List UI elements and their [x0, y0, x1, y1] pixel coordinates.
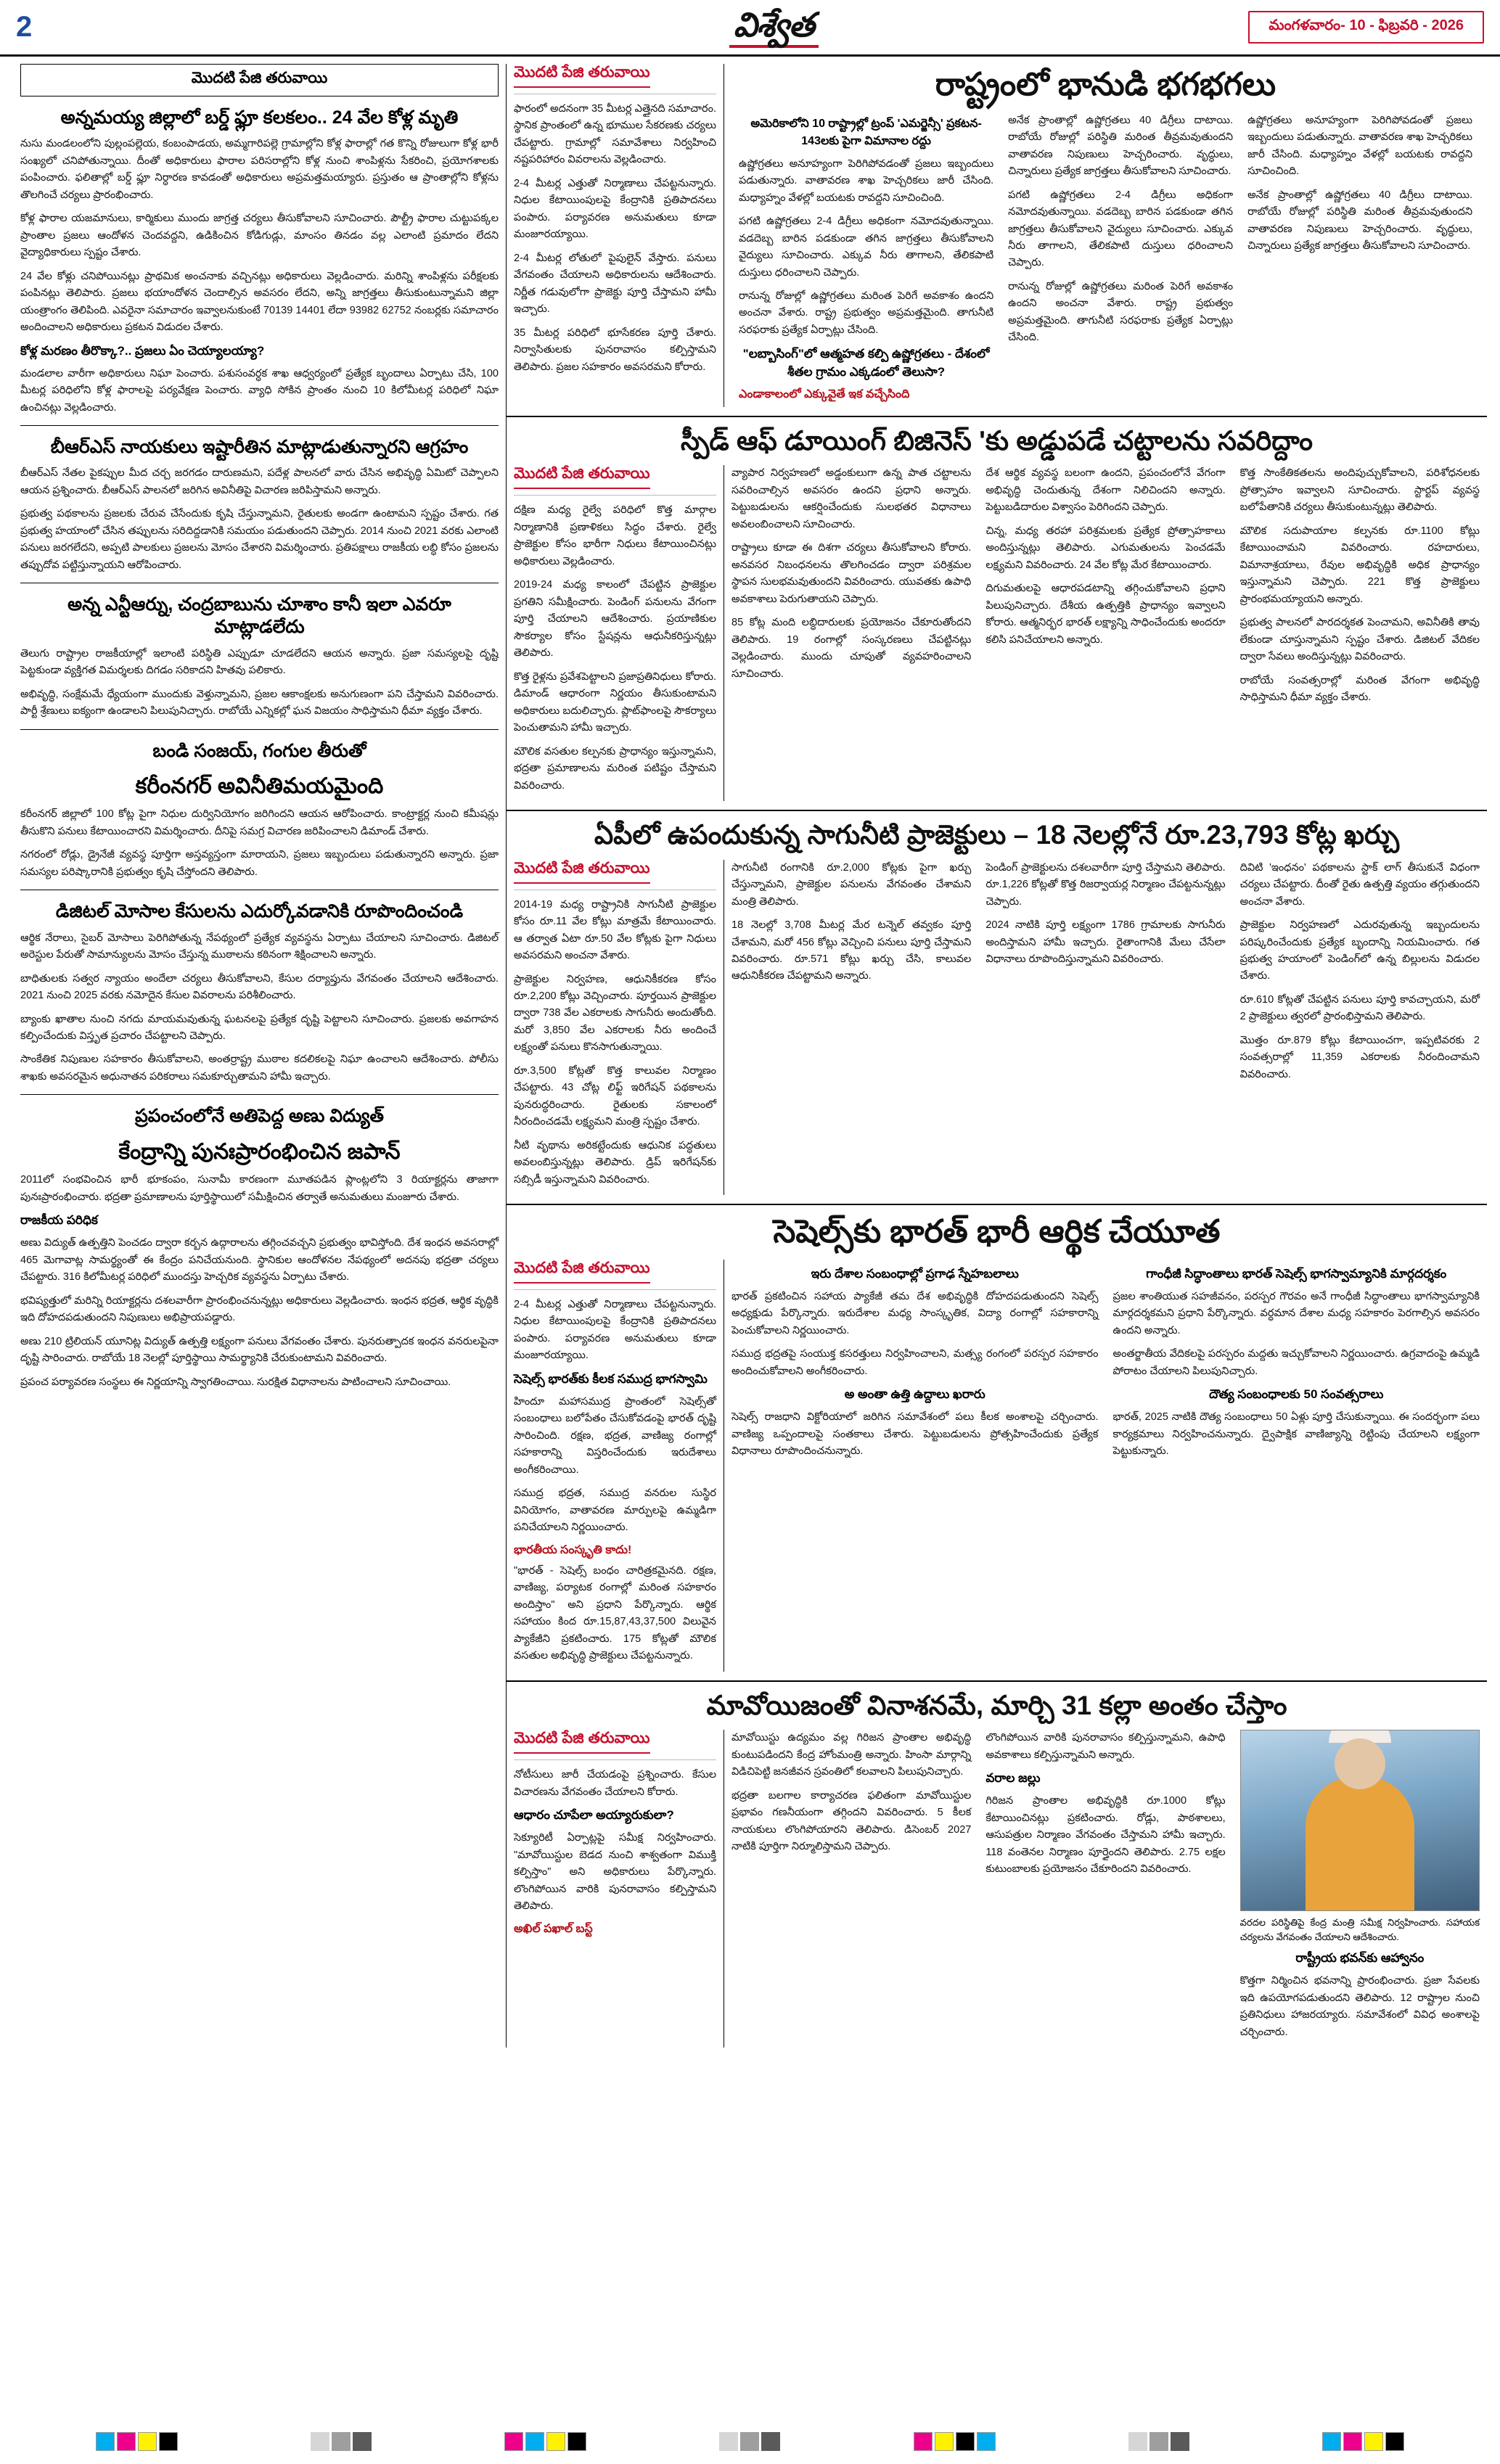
- story-paragraph: గిరిజన ప్రాంతాల అభివృద్ధికి రూ.1000 కోట్లు కేటాయించినట్లు ప్రకటించారు. రోడ్లు, పాఠశాలలు, ఆసుపత్రుల నిర్మాణం వేగవంతం చేస్తామని హామీ ఇచ్చారు. 118 వంతెనల నిర్మాణం పూర్తైందని తెలిపారు. 2.75 లక్షల కుటుంబాలకు ప్రయోజనం చేకూరిందని వివరించారు.: [985, 1795, 1226, 1876]
- gray-dark: [761, 2432, 780, 2451]
- story-paragraph: 2019-24 మధ్య కాలంలో చేపట్టిన ప్రాజెక్టుల ప్రగతిని సమీక్షించారు. పెండింగ్ పనులను వేగంగా పూర్తి చేయాలని ఆదేశించారు. ప్రయాణికుల సౌకర్యాల కోసం స్టేషన్లను ఆధునీకరిస్తున్నట్లు తెలిపారు.: [514, 579, 716, 660]
- business-story: [507, 426, 1487, 801]
- story-paragraph: మౌలిక సదుపాయాల కల్పనకు రూ.1100 కోట్లు కేటాయించామని వివరించారు. రహదారులు, విమానాశ్రయాలు, రేవుల అభివృద్ధికి అధిక ప్రాధాన్యం ఇస్తున్నామని చెప్పారు. 221 కొత్త ప్రాజెక్టులు ప్రారంభమయ్యాయని అన్నారు.: [1239, 525, 1480, 605]
- swatch-group: [1322, 2432, 1404, 2451]
- story-paragraph: భారత్ ప్రకటించిన సహాయ ప్యాకేజీ తమ దేశ అభివృద్ధికి దోహదపడుతుందని సెషెల్స్ అధ్యక్షుడు పేర్కొన్నారు. ఇరుదేశాల మధ్య సాంస్కృతిక, విద్యా రంగాల్లో సహకారాన్ని పెంచుకోవాలని నిర్ణయించారు.: [731, 1290, 1099, 1336]
- story-subhead: అ అంతా ఉత్తి ఉద్దాలు ఖరారు: [844, 1387, 985, 1402]
- story-paragraph: ప్రజల శాంతియుత సహజీవనం, పరస్పర గౌరవం అనే గాంధీజీ సిద్ధాంతాలు భాగస్వామ్యానికి మార్గదర్శకమని ప్రధాని పేర్కొన్నారు. వర్ధమాన దేశాల మధ్య సహకారం పెరగాల్సిన అవసరం ఉందని అన్నారు.: [1112, 1290, 1480, 1336]
- page-number: 2: [16, 11, 33, 43]
- story-paragraph: బీఆర్ఎస్ నేతల పైకప్పుల మీద చర్చ జరగడం దారుణమని, పదేళ్ల పాలనలో వారు చేసిన అభివృద్ధి ఏమిటో చెప్పాలని ఆయన ప్రశ్నించారు. బీఆర్ఎస్ పాలనలో జరిగిన అవినీతిపై విచారణ జరిపిస్తామని అన్నారు.: [20, 467, 499, 496]
- story-paragraph: భద్రతా బలగాల కార్యాచరణ ఫలితంగా మావోయిస్టుల ప్రభావం గణనీయంగా తగ్గిందని వివరించారు. 5 కీలక నాయకులు లొంగిపోయారని తెలిపారు. డిసెంబర్ 2027 నాటికి పూర్తిగా నిర్మూలిస్తామని చెప్పారు.: [731, 1789, 972, 1853]
- continued-label: మొదటి పేజి తరువాయి: [514, 1260, 650, 1284]
- columns-right: [507, 64, 1487, 2048]
- story-subhead: రాజకీయ పరిధిక: [20, 1213, 98, 1228]
- headline-irrigation: ఏపీలో ఉపందుకున్న సాగునీటి ప్రాజెక్టులు – 18 నెలల్లోనే రూ.23,793 కోట్ల ఖర్చు: [594, 820, 1400, 850]
- story-paragraph: "భారత్ - సెషెల్స్ బంధం చారిత్రకమైనది. రక్షణ, వాణిజ్య, పర్యాటక రంగాల్లో మరింత సహకారం అందిస్తాం" అని ప్రధాని పేర్కొన్నారు. ఆర్థిక సహాయం కింద రూ.15,87,43,37,500 విలువైన ప్యాకేజీని ప్రకటించారు. 175 కోట్లతో మౌలిక వసతుల అభివృద్ధి ప్రాజెక్టులు చేపట్టనున్నారు.: [514, 1564, 716, 1662]
- story-headline-digital-fraud: డిజిటల్ మోసాల కేసులను ఎదుర్కోవడానికి రూపొందించండి: [55, 901, 464, 922]
- story-paragraph: బ్యాంకు ఖాతాల నుంచి నగదు మాయమవుతున్న ఘటనలపై ప్రత్యేక దృష్టి పెట్టాలని సూచించారు. ప్రజలకు అవగాహన కల్పించేందుకు విస్తృత ప్రచారం చేపట్టాలని చెప్పారు.: [20, 1013, 499, 1042]
- story-paragraph: నీటి వృథాను అరికట్టేందుకు ఆధునిక పద్ధతులు అవలంబిస్తున్నట్లు తెలిపారు. డ్రిప్ ఇరిగేషన్‌కు సబ్సిడీ ఇస్తున్నామని వివరించారు.: [514, 1139, 716, 1186]
- swatch-yellow: [546, 2432, 565, 2451]
- story-paragraph: నగరంలో రోడ్లు, డ్రైనేజీ వ్యవస్థ పూర్తిగా అస్తవ్యస్తంగా మారాయని, ప్రజలు ఇబ్బందులు పడుతున్నారని అన్నారు. ప్రజా సమస్యల పరిష్కారానికి ప్రభుత్వం కృషి చేస్తోందని తెలిపారు.: [20, 849, 499, 878]
- story-paragraph: పగటి ఉష్ణోగ్రతలు 2-4 డిగ్రీలు అధికంగా నమోదవుతున్నాయి. వడదెబ్బ బారిన పడకుండా తగిన జాగ్రత్తలు తీసుకోవాలని వైద్యులు సూచించారు. ఎక్కువ నీరు తాగాలని, తేలికపాటి దుస్తులు ధరించాలని చెప్పారు.: [1008, 189, 1234, 269]
- story-paragraph: నోటీసులు జారీ చేయడంపై ప్రశ్నించారు. కేసుల విచారణను వేగవంతం చేయాలని కోరారు.: [514, 1769, 716, 1798]
- story-paragraph: ప్రభుత్వ పాలనలో పారదర్శకత పెంచామని, అవినీతికి తావు లేకుండా చూస్తున్నామని స్పష్టం చేశారు. డిజిటల్ వేదికల ద్వారా సేవలు అందిస్తున్నట్లు వివరించారు.: [1239, 617, 1480, 663]
- column-two-continued-2: [507, 860, 724, 1196]
- pull-quote: "లబ్బాసింగ్"లో ఆత్మహత కల్పి ఉష్ణోగ్రతలు - దేశంలో శీతల గ్రామం ఎక్కడంలో తెలుసా?: [742, 347, 990, 379]
- story-subhead: ఇరు దేశాల సంబంధాల్లో ప్రగాఢ స్నేహబలాలు: [811, 1266, 1019, 1281]
- top-row: [507, 64, 1487, 407]
- photo-caption: వరదల పరిస్థితిపై కేంద్ర మంత్రి సమీక్ష నిర్వహించారు. సహాయక చర్యలను వేగవంతం చేయాలని ఆదేశించారు.: [1239, 1917, 1480, 1942]
- gray-group: [1128, 2432, 1189, 2451]
- continued-label: మొదటి పేజి తరువాయి: [514, 1730, 650, 1754]
- story-headline-karimnagar: కరీంనగర్ అవినీతిమయమైంది: [135, 773, 384, 798]
- headline-heatwave: రాష్ట్రంలో భానుడి భగభగలు: [935, 67, 1276, 102]
- weather-story: [724, 64, 1487, 407]
- gray-dark: [353, 2432, 372, 2451]
- story-paragraph: ఉష్ణోగ్రతలు అనూహ్యంగా పెరిగిపోవడంతో ప్రజలు ఇబ్బందులు పడుతున్నారు. వాతావరణ శాఖ హెచ్చరికలు జారీ చేసింది. మధ్యాహ్నం వేళల్లో బయటకు రావద్దని సూచించింది.: [739, 157, 994, 204]
- story-subhead: రాష్ట్రీయ భవన్‌కు ఆహ్వానం: [1295, 1951, 1425, 1966]
- story-paragraph: అభివృద్ధి, సంక్షేమమే ధ్యేయంగా ముందుకు వెళ్తున్నామని, ప్రజల ఆకాంక్షలకు అనుగుణంగా పని చేస్తామని వివరించారు. పార్టీ శ్రేణులు ఐక్యంగా ఉండాలని పిలుపునిచ్చారు. రాబోయే ఎన్నికల్లో ఘన విజయం సాధిస్తామని ధీమా వ్యక్తం చేశారు.: [20, 688, 499, 718]
- story-paragraph: చిన్న, మధ్య తరహా పరిశ్రమలకు ప్రత్యేక ప్రోత్సాహకాలు అందిస్తున్నట్లు తెలిపారు. ఎగుమతులను పెంచడమే లక్ష్యమని వివరించారు. 24 వేల కోట్ల మేర కేటాయించారు.: [985, 525, 1226, 571]
- story-paragraph: భవిష్యత్తులో మరిన్ని రియాక్టర్లను దశలవారీగా ప్రారంభించనున్నట్లు అధికారులు వెల్లడించారు. ఇంధన భద్రత, ఆర్థిక వృద్ధికి ఇది దోహదపడుతుందని నిపుణులు అభిప్రాయపడ్డారు.: [20, 1294, 499, 1324]
- story-subhead: ఆధారం చూపేలా అయ్యారుకులా?: [514, 1808, 674, 1823]
- story-paragraph: ఫారంలో అదనంగా 35 మీటర్ల ఎత్తైనది సమాచారం. స్థానిక ప్రాంతంలో ఉన్న భూముల సేకరణకు చర్యలు చేపట్టారు. గ్రామాల్లో సమావేశాలు నిర్వహించి నష్టపరిహారం వివరాలను వెల్లడించారు.: [514, 103, 716, 166]
- story-headline-brs: బీఆర్ఎస్ నాయకులు ఇష్టారీతిన మాట్లాడుతున్నారని ఆగ్రహం: [50, 437, 469, 458]
- story-paragraph: రాష్ట్రాలు కూడా ఈ దిశగా చర్యలు తీసుకోవాలని కోరారు. అనవసర నిబంధనలను తొలగించడం ద్వారా పరిశ్రమల స్థాపన సులభమవుతుందని వివరించారు. యువతకు ఉపాధి అవకాశాలు పెరుగుతాయని చెప్పారు.: [731, 542, 972, 605]
- story-subhead: సెషెల్స్ భారత్‌కు కీలక సముద్ర భాగస్వామి: [514, 1371, 708, 1386]
- story-paragraph: 24 వేల కోళ్లు చనిపోయినట్లు ప్రాథమిక అంచనాకు వచ్చినట్లు అధికారులు వెల్లడించారు. మరిన్ని శాంపిళ్లను పరీక్షలకు పంపినట్లు తెలిపారు. ప్రజలు భయాందోళన చెందాల్సిన అవసరం లేదని, అన్ని జాగ్రత్తలు తీసుకుంటున్నామని జిల్లా యంత్రాంగం తెలిపింది. ఎవరైనా సమాచారం ఇవ్వాలనుకుంటే 70139 14401 లేదా 93982 62752 నంబర్లకు సమాచారం అందించాలని అధికారులు ప్రకటన విడుదల చేశారు.: [20, 270, 499, 334]
- story-paragraph: రానున్న రోజుల్లో ఉష్ణోగ్రతలు మరింత పెరిగే అవకాశం ఉందని అంచనా వేశారు. రాష్ట్ర ప్రభుత్వం అప్రమత్తమైంది. తాగునీటి సరఫరాకు ప్రత్యేక ఏర్పాట్లు చేసింది.: [1008, 280, 1234, 344]
- story-headline-birdflu: అన్నమయ్య జిల్లాలో బర్డ్ ఫ్లూ కలకలం.. 24 వేల కోళ్ల మృతి: [60, 107, 459, 128]
- story-paragraph: కొత్త సాంకేతికతలను అందిపుచ్చుకోవాలని, పరిశోధనలకు ప్రోత్సాహం ఇవ్వాలని సూచించారు. స్టార్టప్ వ్యవస్థ బలోపేతానికి చర్యలు తీసుకుంటున్నట్లు తెలిపారు.: [1239, 467, 1480, 514]
- logo: [729, 7, 819, 48]
- story-paragraph: 18 నెలల్లో 3,708 మీటర్ల మేర టన్నెల్ తవ్వకం పూర్తి చేశామని, మరో 456 కోట్లు వెచ్చించి పనులు పూర్తి చేస్తామని వివరించారు. రూ.571 కోట్లు ఖర్చు చేసి, కాలువల ఆధునికీకరణ చేపట్టామని అన్నారు.: [731, 919, 972, 982]
- story-paragraph: సాగునీటి రంగానికి రూ.2,000 కోట్లకు పైగా ఖర్చు చేస్తున్నామని, ప్రాజెక్టుల పనులను వేగవంతం చేశామని మంత్రి తెలిపారు.: [731, 861, 972, 908]
- page-content: [0, 57, 1500, 2048]
- story-paragraph: ప్రపంచ పర్యావరణ సంస్థలు ఈ నిర్ణయాన్ని స్వాగతించాయి. సురక్షిత విధానాలను పాటించాలని సూచించాయి.: [20, 1376, 451, 1388]
- continued-label: మొదటి పేజి తరువాయి: [514, 64, 650, 88]
- gray-dark: [1171, 2432, 1189, 2451]
- swatch-magenta: [914, 2432, 933, 2451]
- story-subhead-red: భారతీయ సంస్కృతి కాదు!: [514, 1543, 632, 1556]
- story-paragraph: మండలాల వారీగా అధికారులు నిఘా పెంచారు. పశుసంవర్ధక శాఖ ఆధ్వర్యంలో ప్రత్యేక బృందాలు ఏర్పాటు చేసి, 100 మీటర్ల పరిధిలోని కోళ్ల ఫారాలపై పర్యవేక్షణ పెంచారు. వ్యాధి సోకిన ప్రాంతం నుంచి 10 కిలోమీటర్ల పరిధిలో నిఘా ఉంచినట్లు వెల్లడించారు.: [20, 367, 499, 414]
- pull-quote-sub: ఎండాకాలంలో ఎక్కువైతే ఇక వచ్చేసింది: [739, 387, 910, 401]
- gray-group: [311, 2432, 372, 2451]
- swatch-black: [1385, 2432, 1404, 2451]
- swatch-magenta: [117, 2432, 136, 2451]
- story-paragraph: ప్రభుత్వ పథకాలను ప్రజలకు చేరువ చేసేందుకు కృషి చేస్తున్నామని, రైతులకు అండగా ఉంటామని స్పష్టం చేశారు. గత ప్రభుత్వ హయాంలో చేసిన తప్పులను సరిదిద్దడానికి సమయం పడుతుందని చెప్పారు. 2014 నుంచి 2021 వరకు ఎలాంటి పనులు జరగలేదని, అప్పటి పాలకులు ప్రజలను మోసం చేశారని విమర్శించారు. ప్రతిపక్షాలు రాజకీయ లబ్ధి కోసం ప్రజలను తప్పుదోవ పట్టిస్తున్నాయని ఆరోపించారు.: [20, 508, 499, 571]
- story-paragraph: అణు 210 ట్రిలియన్ యూనిట్ల విద్యుత్ ఉత్పత్తి లక్ష్యంగా పనులు వేగవంతం చేశారు. పునరుత్పాదక ఇంధన వనరులపైనా దృష్టి సారించారు. రాబోయే 18 నెలల్లో పూర్తిస్థాయి సామర్థ్యానికి చేరుకుంటామని వివరించారు.: [20, 1335, 499, 1365]
- swatch-black: [567, 2432, 586, 2451]
- color-registration-bars: [0, 2432, 1500, 2451]
- story-paragraph: రానున్న రోజుల్లో ఉష్ణోగ్రతలు మరింత పెరిగే అవకాశం ఉందని అంచనా వేశారు. రాష్ట్ర ప్రభుత్వం అప్రమత్తమైంది. తాగునీటి సరఫరాకు ప్రత్యేక ఏర్పాట్లు చేసింది.: [739, 289, 994, 336]
- gray-mid: [740, 2432, 759, 2451]
- story-paragraph: సెక్యూరిటీ ఏర్పాట్లపై సమీక్ష నిర్వహించారు. "మావోయిస్టుల బెడద నుంచి శాశ్వతంగా విముక్తి కల్పిస్తాం" అని అధికారులు పేర్కొన్నారు. లొంగిపోయిన వారికి పునరావాసం కల్పిస్తామని తెలిపారు.: [514, 1832, 716, 1913]
- story-paragraph: లొంగిపోయిన వారికి పునరావాసం కల్పిస్తున్నామని, ఉపాధి అవకాశాలు కల్పిస్తున్నామని అన్నారు.: [985, 1732, 1226, 1761]
- story-paragraph: ఆర్థిక నేరాలు, సైబర్ మోసాలు పెరిగిపోతున్న నేపథ్యంలో ప్రత్యేక వ్యవస్థను ఏర్పాటు చేయాలని సూచించారు. డిజిటల్ అరెస్టుల పేరుతో సామాన్యులను మోసం చేస్తున్న ముఠాలను కఠినంగా శిక్షించాలని అన్నారు.: [20, 932, 499, 961]
- swatch-yellow: [1364, 2432, 1383, 2451]
- story-paragraph: కరీంనగర్ జిల్లాలో 100 కోట్ల పైగా నిధుల దుర్వినియోగం జరిగిందని ఆయన ఆరోపించారు. కాంట్రాక్టర్ల నుంచి కమీషన్లు తీసుకొని పనులు కేటాయించారని విమర్శించారు. దీనిపై సమగ్ర విచారణ జరిపించాలని డిమాండ్ చేశారు.: [20, 808, 499, 837]
- gray-light: [719, 2432, 738, 2451]
- issue-date: మంగళవారం- 10 - ఫిబ్రవరి - 2026: [1248, 11, 1484, 44]
- column-two-top: [507, 64, 724, 407]
- continued-box: [20, 64, 499, 96]
- masthead: [0, 0, 1500, 57]
- story-kicker-japan: ప్రపంచంలోనే అతిపెద్ద అణు విద్యుత్: [135, 1106, 384, 1127]
- irrigation-story: [507, 820, 1487, 1195]
- swatch-cyan: [96, 2432, 115, 2451]
- column-one: [13, 64, 507, 2048]
- story-paragraph: 2014-19 మధ్య రాష్ట్రానికి సాగునీటి ప్రాజెక్టుల కోసం రూ.11 వేల కోట్లు మాత్రమే కేటాయించారు. ఆ తర్వాత ఏటా రూ.50 వేల కోట్లకు పైగా నిధులు అవసరమని అంచనా వేశారు.: [514, 898, 716, 962]
- headline-heatwave-sub: అమెరికాలోని 10 రాష్ట్రాల్లో ట్రంప్ 'ఎమర్జెన్సీ' ప్రకటన- 143లకు పైగా విమానాల రద్దు: [750, 117, 982, 147]
- story-paragraph: వ్యాపార నిర్వహణలో అడ్డంకులుగా ఉన్న పాత చట్టాలను సవరించాల్సిన అవసరం ఉందని ప్రధాని అన్నారు. పెట్టుబడులను ఆకర్షించేందుకు సులభతర విధానాలు అవలంబించాలని సూచించారు.: [731, 467, 972, 530]
- story-paragraph: నుసు మండలంలోని పుల్లంపల్లెయ, కంబంపాడయ, అమ్మగారిపల్లె గ్రామాల్లోని కోళ్ల ఫారాల్లో గత కొన్ని రోజులుగా కోళ్ల భారీ సంఖ్యలో చనిపోతున్నాయి. దీంతో అధికారులు ఫారాల పరిసరాల్లోని కోళ్ల నుంచి శాంపిళ్లను సేకరించి, ప్రయోగశాలకు పంపించారు. ఫలితాల్లో బర్డ్ ఫ్లూ నిర్ధారణ కావడంతో అధికారులు అప్రమత్తమయ్యారు. ప్రస్తుతం ఆ ప్రాంతాల్లోని కోళ్లను తొలగించే చర్యలు ప్రారంభించారు.: [20, 138, 499, 201]
- story-paragraph: రూ.3,500 కోట్లతో కొత్త కాలువల నిర్మాణం చేపట్టారు. 43 చోట్ల లిఫ్ట్ ఇరిగేషన్ పథకాలను పునరుద్ధరించారు. రైతులకు సకాలంలో నీరందించడమే లక్ష్యమని మంత్రి స్పష్టం చేశారు.: [514, 1064, 716, 1128]
- byline: అఖిల్ పఖాల్ బస్ట్: [514, 1922, 593, 1935]
- continued-label: మొదటి పేజి తరువాయి: [514, 860, 650, 884]
- headline-business: స్పీడ్ ఆఫ్ డూయింగ్ బిజినెస్ 'కు అడ్డుపడే చట్టాలను సవరిద్దాం: [680, 425, 1313, 456]
- story-paragraph: అనేక ప్రాంతాల్లో ఉష్ణోగ్రతలు 40 డిగ్రీలు దాటాయి. రాబోయే రోజుల్లో పరిస్థితి మరింత తీవ్రమవుతుందని వాతావరణ నిపుణులు హెచ్చరించారు. వృద్ధులు, చిన్నారులు ప్రత్యేక జాగ్రత్తలు తీసుకోవాలని సూచించారు.: [1008, 114, 1234, 178]
- story-subhead: గాంధీజీ సిద్ధాంతాలు భారత్ సెషెల్స్ భాగస్వామ్యానికి మార్గదర్శకం: [1146, 1266, 1447, 1281]
- story-paragraph: మావోయిస్టు ఉద్యమం వల్ల గిరిజన ప్రాంతాల అభివృద్ధి కుంటుపడిందని కేంద్ర హోంమంత్రి అన్నారు. హింసా మార్గాన్ని విడిచిపెట్టి జనజీవన స్రవంతిలో కలవాలని పిలుపునిచ్చారు.: [731, 1732, 972, 1778]
- story-headline-japan: కేంద్రాన్ని పునఃప్రారంభించిన జపాన్: [118, 1139, 401, 1164]
- story-paragraph: దక్షిణ మధ్య రైల్వే పరిధిలో కొత్త మార్గాల నిర్మాణానికి ప్రణాళికలు సిద్ధం చేశారు. రైల్వే ప్రాజెక్టుల కోసం భారీగా నిధులు కేటాయించినట్లు అధికారులు వెల్లడించారు.: [514, 504, 716, 567]
- continued-label: మొదటి పేజి తరువాయి: [514, 465, 650, 489]
- story-paragraph: దివిటి 'ఇంధనం' పథకాలను స్టాక్ లాగ్ తీసుకునే విధంగా చర్యలు చేపట్టారు. దీంతో రైతు ఉత్పత్తి వ్యయం తగ్గుతుందని అంచనా వేశారు.: [1239, 861, 1480, 908]
- story-paragraph: కోళ్ల ఫారాల యజమానులు, కార్మికులు ముందు జాగ్రత్త చర్యలు తీసుకోవాలని సూచించారు. పౌల్ట్రీ ఫారాల చుట్టుపక్కల ప్రాంతాల ప్రజలు ఆందోళన చెందవద్దని, ఉడికించిన కోడిగుడ్లు, మాంసం తినడం వల్ల ఎలాంటి ప్రమాదం లేదని వైద్యాధికారులు స్పష్టం చేశారు.: [20, 213, 499, 259]
- column-two-continued-4: [507, 1730, 724, 2048]
- swatch-cyan: [525, 2432, 544, 2451]
- story-paragraph: 2-4 మీటర్ల లోతులో పైపులైన్ వేస్తారు. పనులు వేగవంతం చేయాలని అధికారులను ఆదేశించారు. నిర్ణీత గడువులోగా ప్రాజెక్టు పూర్తి చేస్తామని హామీ ఇచ్చారు.: [514, 252, 716, 316]
- continued-label: మొదటి పేజి తరువాయి: [191, 70, 328, 86]
- story-paragraph: రాబోయే సంవత్సరాల్లో మరింత వేగంగా అభివృద్ధి సాధిస్తామని ధీమా వ్యక్తం చేశారు.: [1239, 674, 1480, 704]
- seychelles-story: [507, 1214, 1487, 1671]
- story-paragraph: మొత్తం రూ.879 కోట్లు కేటాయించగా, ఇప్పటివరకు 2 సంవత్సరాల్లో 11,359 ఎకరాలకు నీరందించామని వివరించారు.: [1239, 1034, 1480, 1080]
- photo-subject: [1306, 1776, 1414, 1910]
- swatch-group: [914, 2432, 996, 2451]
- story-paragraph: తెలుగు రాష్ట్రాల రాజకీయాల్లో ఇలాంటి పరిస్థితి ఎప్పుడూ చూడలేదని ఆయన అన్నారు. ప్రజా సమస్యలపై దృష్టి పెట్టకుండా వ్యక్తిగత విమర్శలకు దిగడం సరికాదని హితవు పలికారు.: [20, 647, 499, 677]
- headline-maoism: మావోయిజంతో వినాశనమే, మార్చి 31 కల్లా అంతం చేస్తాం: [706, 1690, 1287, 1720]
- swatch-group: [504, 2432, 586, 2451]
- story-paragraph: దిగుమతులపై ఆధారపడటాన్ని తగ్గించుకోవాలని ప్రధాని పిలుపునిచ్చారు. దేశీయ ఉత్పత్తికి ప్రాధాన్యం ఇవ్వాలని కోరారు. ఆత్మనిర్భర భారత్ లక్ష్యాన్ని సాధించేందుకు అందరూ కలిసి పనిచేయాలని అన్నారు.: [985, 583, 1226, 646]
- logo-text: విశ్వేత: [729, 7, 819, 48]
- story-paragraph: 2024 నాటికి పూర్తి లక్ష్యంగా 1786 గ్రామాలకు సాగునీరు అందిస్తామని హామీ ఇచ్చారు. రైతాంగానికి మేలు చేసేలా విధానాలు రూపొందిస్తున్నామని వివరించారు.: [985, 919, 1226, 965]
- gray-light: [311, 2432, 329, 2451]
- swatch-yellow: [138, 2432, 157, 2451]
- story-paragraph: 35 మీటర్ల పరిధిలో భూసేకరణ పూర్తి చేశారు. నిర్వాసితులకు పునరావాసం కల్పిస్తామని తెలిపారు. ప్రజల సహకారం అవసరమని కోరారు.: [514, 327, 716, 373]
- swatch-black: [956, 2432, 975, 2451]
- story-paragraph: అణు విద్యుత్ ఉత్పత్తిని పెంచడం ద్వారా కర్బన ఉద్గారాలను తగ్గించవచ్చని ప్రభుత్వం భావిస్తోంది. దేశ ఇంధన అవసరాల్లో 465 మెగావాట్ల సామర్థ్యంతో ఈ కేంద్రం పనిచేయనుంది. స్థానికుల ఆందోళనల నేపథ్యంలో అదనపు భద్రతా చర్యలు చేపట్టారు. 316 కిలోమీటర్ల పరిధిలో ముందస్తు హెచ్చరిక వ్యవస్థను ఏర్పాటు చేశారు.: [20, 1237, 499, 1284]
- swatch-group: [96, 2432, 178, 2451]
- story-paragraph: బాధితులకు సత్వర న్యాయం అందేలా చర్యలు తీసుకోవాలని, కేసుల దర్యాప్తును వేగవంతం చేయాలని ఆదేశించారు. 2021 నుంచి 2025 వరకు నమోదైన కేసుల వివరాలను పరిశీలించారు.: [20, 972, 499, 1002]
- news-photo: [1240, 1730, 1480, 1911]
- story-paragraph: ఉష్ణోగ్రతలు అనూహ్యంగా పెరిగిపోవడంతో ప్రజలు ఇబ్బందులు పడుతున్నారు. వాతావరణ శాఖ హెచ్చరికలు జారీ చేసింది. మధ్యాహ్నం వేళల్లో బయటకు రావద్దని సూచించింది.: [1247, 114, 1472, 178]
- story-paragraph: కొత్తగా నిర్మించిన భవనాన్ని ప్రారంభించారు. ప్రజా సేవలకు ఇది ఉపయోగపడుతుందని తెలిపారు. 12 రాష్ట్రాల నుంచి ప్రతినిధులు హాజరయ్యారు. సమావేశంలో వివిధ అంశాలపై చర్చించారు.: [1239, 1975, 1480, 2038]
- story-paragraph: అనేక ప్రాంతాల్లో ఉష్ణోగ్రతలు 40 డిగ్రీలు దాటాయి. రాబోయే రోజుల్లో పరిస్థితి మరింత తీవ్రమవుతుందని వాతావరణ నిపుణులు హెచ్చరించారు. వృద్ధులు, చిన్నారులు ప్రత్యేక జాగ్రత్తలు తీసుకోవాలని సూచించారు.: [1247, 189, 1472, 252]
- story-paragraph: సెషెల్స్ రాజధాని విక్టోరియాలో జరిగిన సమావేశంలో పలు కీలక అంశాలపై చర్చించారు. వాణిజ్య ఒప్పందాలపై సంతకాలు చేశారు. పెట్టుబడులను ప్రోత్సహించేందుకు ప్రత్యేక విధానాలు రూపొందించనున్నారు.: [731, 1411, 1099, 1458]
- maoism-story: [507, 1691, 1487, 2048]
- story-paragraph: 85 కోట్ల మంది లబ్ధిదారులకు ప్రయోజనం చేకూరుతోందని తెలిపారు. 19 రంగాల్లో సంస్కరణలు చేపట్టినట్లు వెల్లడించారు. ముందు చూపుతో వ్యవహరించాలని సూచించారు.: [731, 617, 972, 680]
- story-paragraph: 2-4 మీటర్ల ఎత్తుతో నిర్మాణాలు చేపట్టనున్నారు. నిధుల కేటాయింపులపై కేంద్రానికి ప్రతిపాదనలు పంపారు. పర్యావరణ అనుమతులు కూడా మంజూరయ్యాయి.: [514, 177, 716, 241]
- gray-mid: [332, 2432, 351, 2451]
- story-paragraph: ప్రాజెక్టుల నిర్వహణ, ఆధునికీకరణ కోసం రూ.2,200 కోట్లు వెచ్చించారు. పూర్తయిన ప్రాజెక్టుల ద్వారా 738 వేల ఎకరాలకు సాగునీరు అందుతోంది. మరో 3,850 వేల ఎకరాలకు నీరు అందించే లక్ష్యంతో పనులు కొనసాగుతున్నాయి.: [514, 973, 716, 1054]
- column-two-continued-3: [507, 1260, 724, 1672]
- story-headline-ntr: అన్న ఎన్టీఆర్ను, చంద్రబాబును చూశాం కానీ ఇలా ఎవరూ మాట్లాడలేదు: [67, 594, 451, 638]
- story-paragraph: 2011లో సంభవించిన భారీ భూకంపం, సునామీ కారణంగా మూతపడిన ప్లాంట్లలోని 3 రియాక్టర్లను తాజాగా పునఃప్రారంభించారు. భద్రతా ప్రమాణాలను పూర్తిస్థాయిలో సమీక్షించిన తర్వాతే అనుమతులు మంజూరు చేశారు.: [20, 1174, 499, 1203]
- swatch-magenta: [1343, 2432, 1362, 2451]
- story-kicker-karimnagar: బండి సంజయ్, గంగుల తీరుతో: [152, 740, 366, 761]
- story-subhead: దౌత్య సంబంధాలకు 50 సంవత్సరాలు: [1209, 1387, 1384, 1402]
- story-subhead: వరాల జల్లు: [985, 1771, 1041, 1786]
- swatch-yellow: [935, 2432, 954, 2451]
- swatch-cyan: [1322, 2432, 1341, 2451]
- story-paragraph: రూ.610 కోట్లతో చేపట్టిన పనులు పూర్తి కావచ్చాయని, మరో 2 ప్రాజెక్టులు త్వరలో ప్రారంభిస్తామని తెలిపారు.: [1239, 993, 1480, 1023]
- column-two-continued: [507, 465, 724, 801]
- story-paragraph: 2-4 మీటర్ల ఎత్తుతో నిర్మాణాలు చేపట్టనున్నారు. నిధుల కేటాయింపులపై కేంద్రానికి ప్రతిపాదనలు పంపారు. పర్యావరణ అనుమతులు కూడా మంజూరయ్యాయి.: [514, 1298, 716, 1362]
- story-paragraph: మౌలిక వసతుల కల్పనకు ప్రాధాన్యం ఇస్తున్నామని, భద్రతా ప్రమాణాలను మరింత పటిష్టం చేస్తామని వివరించారు.: [514, 745, 716, 792]
- gray-group: [719, 2432, 780, 2451]
- story-paragraph: కొత్త రైళ్లను ప్రవేశపెట్టాలని ప్రజాప్రతినిధులు కోరారు. డిమాండ్ ఆధారంగా నిర్ణయం తీసుకుంటామని అధికారులు బదులిచ్చారు. ప్లాట్‌ఫాంలపై సౌకర్యాలు పెంచుతామని హామీ ఇచ్చారు.: [514, 670, 716, 734]
- story-paragraph: సముద్ర భద్రత, సముద్ర వనరుల సుస్థిర వినియోగం, వాతావరణ మార్పులపై ఉమ్మడిగా పనిచేయాలని నిర్ణయించారు.: [514, 1487, 716, 1534]
- gray-light: [1128, 2432, 1147, 2451]
- story-paragraph: హిందూ మహాసముద్ర ప్రాంతంలో సెషెల్స్‌తో సంబంధాలు బలోపేతం చేసుకోవడంపై భారత్ దృష్టి సారించింది. రక్షణ, భద్రత, వాణిజ్య రంగాల్లో సహకారాన్ని విస్తరించేందుకు ఇరుదేశాలు అంగీకరించాయి.: [514, 1395, 716, 1476]
- story-paragraph: ప్రాజెక్టుల నిర్వహణలో ఎదురవుతున్న ఇబ్బందులను పరిష్కరించేందుకు ప్రత్యేక బృందాన్ని నియమించారు. గత ప్రభుత్వ హయాంలో పెండింగ్‌లో ఉన్న బిల్లులను విడుదల చేశారు.: [1239, 919, 1480, 982]
- story-paragraph: భారత్, 2025 నాటికి దౌత్య సంబంధాలు 50 ఏళ్లు పూర్తి చేసుకున్నాయి. ఈ సందర్భంగా పలు కార్యక్రమాలు నిర్వహించనున్నారు. ద్వైపాక్షిక వాణిజ్యాన్ని రెట్టింపు చేయాలని లక్ష్యంగా పెట్టుకున్నారు.: [1112, 1411, 1480, 1458]
- story-paragraph: పెండింగ్ ప్రాజెక్టులను దశలవారీగా పూర్తి చేస్తామని తెలిపారు. రూ.1,226 కోట్లతో కొత్త రిజర్వాయర్ల నిర్మాణం చేపట్టనున్నట్లు చెప్పారు.: [985, 861, 1226, 908]
- swatch-cyan: [977, 2432, 996, 2451]
- headline-seychelles: సెషెల్స్‌కు భారత్ భారీ ఆర్థిక చేయూత: [773, 1214, 1221, 1250]
- swatch-magenta: [504, 2432, 523, 2451]
- story-paragraph: పగటి ఉష్ణోగ్రతలు 2-4 డిగ్రీలు అధికంగా నమోదవుతున్నాయి. వడదెబ్బ బారిన పడకుండా తగిన జాగ్రత్తలు తీసుకోవాలని వైద్యులు సూచించారు. ఎక్కువ నీరు తాగాలని, తేలికపాటి దుస్తులు ధరించాలని చెప్పారు.: [739, 215, 994, 279]
- gray-mid: [1149, 2432, 1168, 2451]
- story-paragraph: దేశ ఆర్థిక వ్యవస్థ బలంగా ఉందని, ప్రపంచంలోనే వేగంగా అభివృద్ధి చెందుతున్న దేశంగా నిలిచిందని అన్నారు. పెట్టుబడిదారుల విశ్వాసం పెరిగిందని చెప్పారు.: [985, 467, 1226, 514]
- story-subhead: కోళ్ల మరణం తీరొక్కా?.. ప్రజలు ఏం చెయ్యాలయ్యా?: [20, 343, 265, 358]
- story-paragraph: సాంకేతిక నిపుణుల సహకారం తీసుకోవాలని, అంతర్రాష్ట్ర ముఠాల కదలికలపై నిఘా ఉంచాలని ఆదేశించారు. పోలీసు శాఖకు అవసరమైన అధునాతన పరికరాలు సమకూర్చుతామని హామీ ఇచ్చారు.: [20, 1054, 499, 1083]
- story-paragraph: అంతర్జాతీయ వేదికలపై పరస్పరం మద్దతు ఇచ్చుకోవాలని నిర్ణయించారు. ఉగ్రవాదంపై ఉమ్మడి పోరాటం చేయాలని పిలుపునిచ్చారు.: [1112, 1348, 1480, 1377]
- swatch-black: [159, 2432, 178, 2451]
- story-paragraph: సముద్ర భద్రతపై సంయుక్త కసరత్తులు నిర్వహించాలని, మత్స్య రంగంలో పరస్పర సహకారం అందించుకోవాలని అంగీకరించారు.: [731, 1348, 1099, 1377]
